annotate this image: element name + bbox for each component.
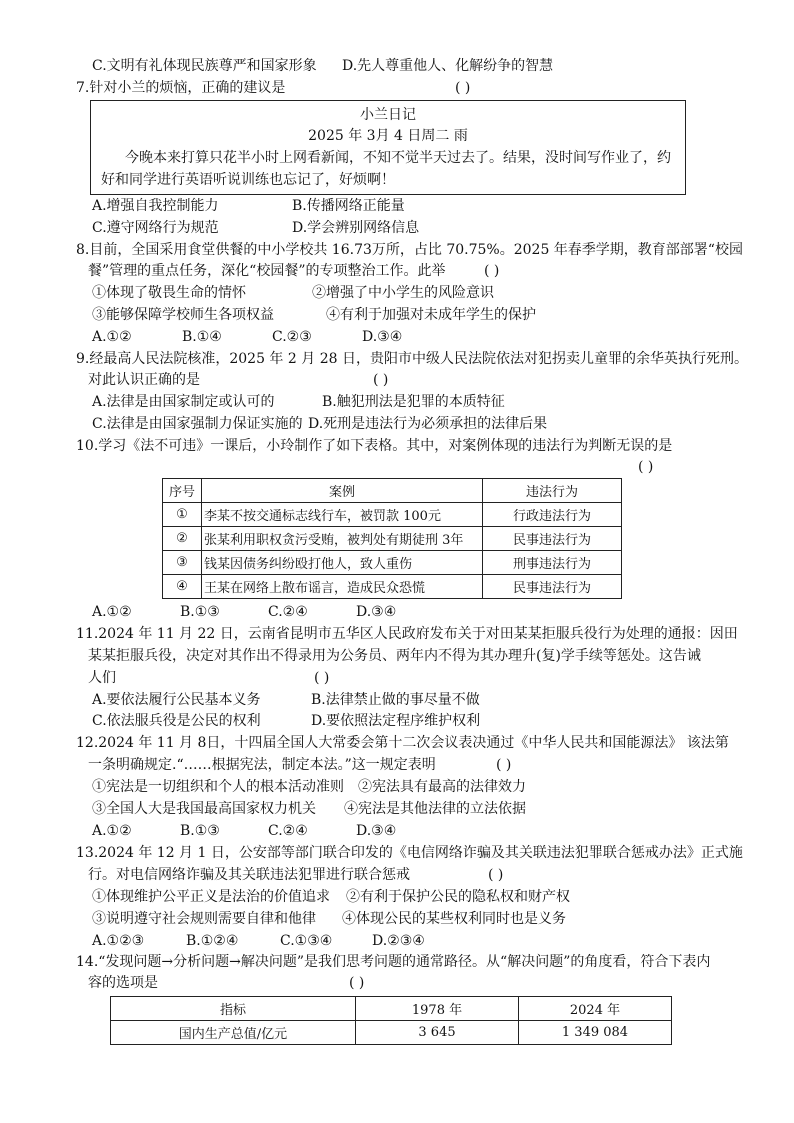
- q13-answer-paren: ( ): [488, 867, 504, 883]
- q10-table: [162, 478, 622, 599]
- table-cell: 刑事违法行为: [483, 551, 622, 575]
- table-row: [163, 527, 622, 551]
- q8-item-4: ④有利于加强对未成年学生的保护: [326, 307, 536, 323]
- q8-item-1: ①体现了敬畏生命的情怀: [92, 285, 246, 301]
- q14-table: [110, 996, 672, 1045]
- table-cell: 行政违法行为: [483, 503, 622, 527]
- q11-option-b: B.法律禁止做的事尽量不做: [311, 692, 480, 708]
- q8-option-d: D.③④: [362, 329, 403, 345]
- q11-stem-line-1: 11.2024 年 11 月 22 日，云南省昆明市五华区人民政府发布关于对田某某拒服兵役行为处理的通报：因田: [76, 626, 738, 642]
- q8-item-3: ③能够保障学校师生各项权益: [92, 307, 274, 323]
- table-header-row: [111, 997, 672, 1021]
- table-cell: ②: [163, 527, 202, 551]
- diary-line-2: 好和同学进行英语听说训练也忘记了，好烦啊！: [101, 172, 395, 188]
- q9-answer-paren: ( ): [373, 372, 389, 388]
- q12-item-4: ④宪法是其他法律的立法依据: [344, 801, 526, 817]
- q10-option-a: A.①②: [92, 604, 132, 620]
- q13-option-a: A.①②③: [92, 933, 145, 949]
- q11-stem-line-2: 某某拒服兵役，决定对其作出不得录用为公务员、两年内不得为其办理升(复)学手续等惩处。这告诫: [88, 648, 701, 664]
- table-header-cell: 序号: [163, 479, 202, 503]
- q14-answer-paren: ( ): [349, 975, 365, 991]
- q10-option-c: C.②④: [268, 604, 308, 620]
- table-cell: ④: [163, 575, 202, 599]
- table-header-cell: 违法行为: [483, 479, 622, 503]
- q12-item-1: ①宪法是一切组织和个人的根本活动准则: [92, 779, 344, 795]
- q9-option-b: B.触犯刑法是犯罪的本质特征: [322, 394, 505, 410]
- q8-answer-paren: ( ): [484, 263, 500, 279]
- table-cell: 国内生产总值/亿元: [111, 1021, 356, 1045]
- q13-stem-line-2: 行。对电信网络诈骗及其关联违法犯罪进行联合惩戒: [88, 867, 410, 883]
- q7-answer-paren: ( ): [455, 80, 471, 96]
- q8-item-2: ②增强了中小学生的风险意识: [312, 285, 494, 301]
- diary-date: 2025 年 3月 4 日周二 雨: [308, 128, 468, 144]
- table-header-row: [163, 479, 622, 503]
- q13-item-1: ①体现维护公平正义是法治的价值追求: [92, 889, 330, 905]
- q12-item-2: ②宪法具有最高的法律效力: [358, 779, 526, 795]
- q12-answer-paren: ( ): [496, 757, 512, 773]
- table-cell: 张某利用职权贪污受贿，被判处有期徒刑 3年: [202, 527, 483, 551]
- q12-stem-line-2: 一条明确规定.“……根据宪法，制定本法。”这一规定表明: [88, 757, 436, 773]
- q13-item-3: ③说明遵守社会规则需要自律和他律: [92, 911, 316, 927]
- q10-stem: 10.学习《法不可违》一课后，小玲制作了如下表格。其中，对案例体现的违法行为判断无误的是: [76, 438, 673, 454]
- table-cell: 3 645: [356, 1021, 519, 1045]
- q8-option-a: A.①②: [92, 329, 132, 345]
- diary-line-1: 今晚本来打算只花半小时上网看新闻，不知不觉半天过去了。结果，没时间写作业了，约: [125, 150, 671, 166]
- q9-option-c: C.法律是由国家强制力保证实施的: [92, 416, 303, 432]
- q12-stem-line-1: 12.2024 年 11 月 8日，十四届全国人大常委会第十二次会议表决通过《中华人民共和国能源法》 该法第: [76, 735, 729, 751]
- table-cell: ③: [163, 551, 202, 575]
- q13-stem-line-1: 13.2024 年 12 月 1 日，公安部等部门联合印发的《电信网络诈骗及其关联违法犯罪联合惩戒办法》正式施: [76, 845, 743, 861]
- diary-title: 小兰日记: [360, 107, 416, 123]
- q11-option-a: A.要依法履行公民基本义务: [92, 692, 261, 708]
- q9-option-d: D.死刑是违法行为必须承担的法律后果: [308, 416, 548, 432]
- q13-item-2: ②有利于保护公民的隐私权和财产权: [346, 889, 570, 905]
- q14-stem-line-2: 容的选项是: [88, 975, 158, 991]
- table-cell: ①: [163, 503, 202, 527]
- q12-option-d: D.③④: [356, 823, 397, 839]
- table-cell: 民事违法行为: [483, 575, 622, 599]
- table-cell: 王某在网络上散布谣言，造成民众恐慌: [202, 575, 483, 599]
- table-row: [163, 551, 622, 575]
- q7-option-c: C.遵守网络行为规范: [92, 220, 219, 236]
- q8-option-c: C.②③: [272, 329, 312, 345]
- q8-option-b: B.①④: [182, 329, 222, 345]
- q7-stem: 7.针对小兰的烦恼，正确的建议是: [76, 80, 286, 96]
- table-cell: 1 349 084: [519, 1021, 672, 1045]
- q7-option-b: B.传播网络正能量: [292, 198, 405, 214]
- table-cell: 李某不按交通标志线行车，被罚款 100元: [202, 503, 483, 527]
- q7-option-a: A.增强自我控制能力: [92, 198, 219, 214]
- q11-option-c: C.依法服兵役是公民的权利: [92, 713, 261, 729]
- table-row: [163, 575, 622, 599]
- table-header-cell: 2024 年: [519, 997, 672, 1021]
- q13-option-b: B.①②④: [186, 933, 239, 949]
- q10-option-d: D.③④: [356, 604, 397, 620]
- q6-option-c: C.文明有礼体现民族尊严和国家形象: [92, 58, 317, 74]
- q13-option-d: D.②③④: [372, 933, 425, 949]
- table-row: [111, 1021, 672, 1045]
- q8-stem-line-1: 8.目前，全国采用食堂供餐的中小学校共 16.73万所，占比 70.75%。2025 年春季学期，教育部部署“校园: [76, 242, 743, 258]
- q12-option-b: B.①③: [180, 823, 220, 839]
- q7-option-d: D.学会辨别网络信息: [292, 220, 420, 236]
- table-cell: 民事违法行为: [483, 527, 622, 551]
- q10-answer-paren: ( ): [638, 459, 654, 475]
- q9-stem-line-1: 9.经最高人民法院核准，2025 年 2 月 28 日，贵阳市中级人民法院依法对犯拐卖儿童罪的余华英执行死刑。: [76, 351, 748, 367]
- q14-stem-line-1: 14.“发现问题→分析问题→解决问题”是我们思考问题的通常路径。从“解决问题”的角度看，符合下表内: [76, 954, 711, 970]
- q11-option-d: D.要依照法定程序维护权利: [311, 713, 481, 729]
- q13-option-c: C.①③④: [280, 933, 333, 949]
- table-row: [163, 503, 622, 527]
- q8-stem-line-2: 餐”管理的重点任务，深化“校园餐”的专项整治工作。此举: [88, 263, 446, 279]
- q9-option-a: A.法律是由国家制定或认可的: [92, 394, 275, 410]
- q6-option-d: D.先人尊重他人、化解纷争的智慧: [342, 58, 554, 74]
- diary-box: [90, 100, 686, 195]
- q12-option-c: C.②④: [268, 823, 308, 839]
- table-header-cell: 1978 年: [356, 997, 519, 1021]
- q9-stem-line-2: 对此认识正确的是: [88, 372, 200, 388]
- table-header-cell: 案例: [202, 479, 483, 503]
- q10-option-b: B.①③: [180, 604, 220, 620]
- q12-item-3: ③全国人大是我国最高国家权力机关: [92, 801, 316, 817]
- table-cell: 钱某因债务纠纷殴打他人，致人重伤: [202, 551, 483, 575]
- q11-stem-line-3: 人们: [88, 670, 116, 686]
- q13-item-4: ④体现公民的某些权利同时也是义务: [342, 911, 566, 927]
- q12-option-a: A.①②: [92, 823, 132, 839]
- table-header-cell: 指标: [111, 997, 356, 1021]
- q11-answer-paren: ( ): [314, 670, 330, 686]
